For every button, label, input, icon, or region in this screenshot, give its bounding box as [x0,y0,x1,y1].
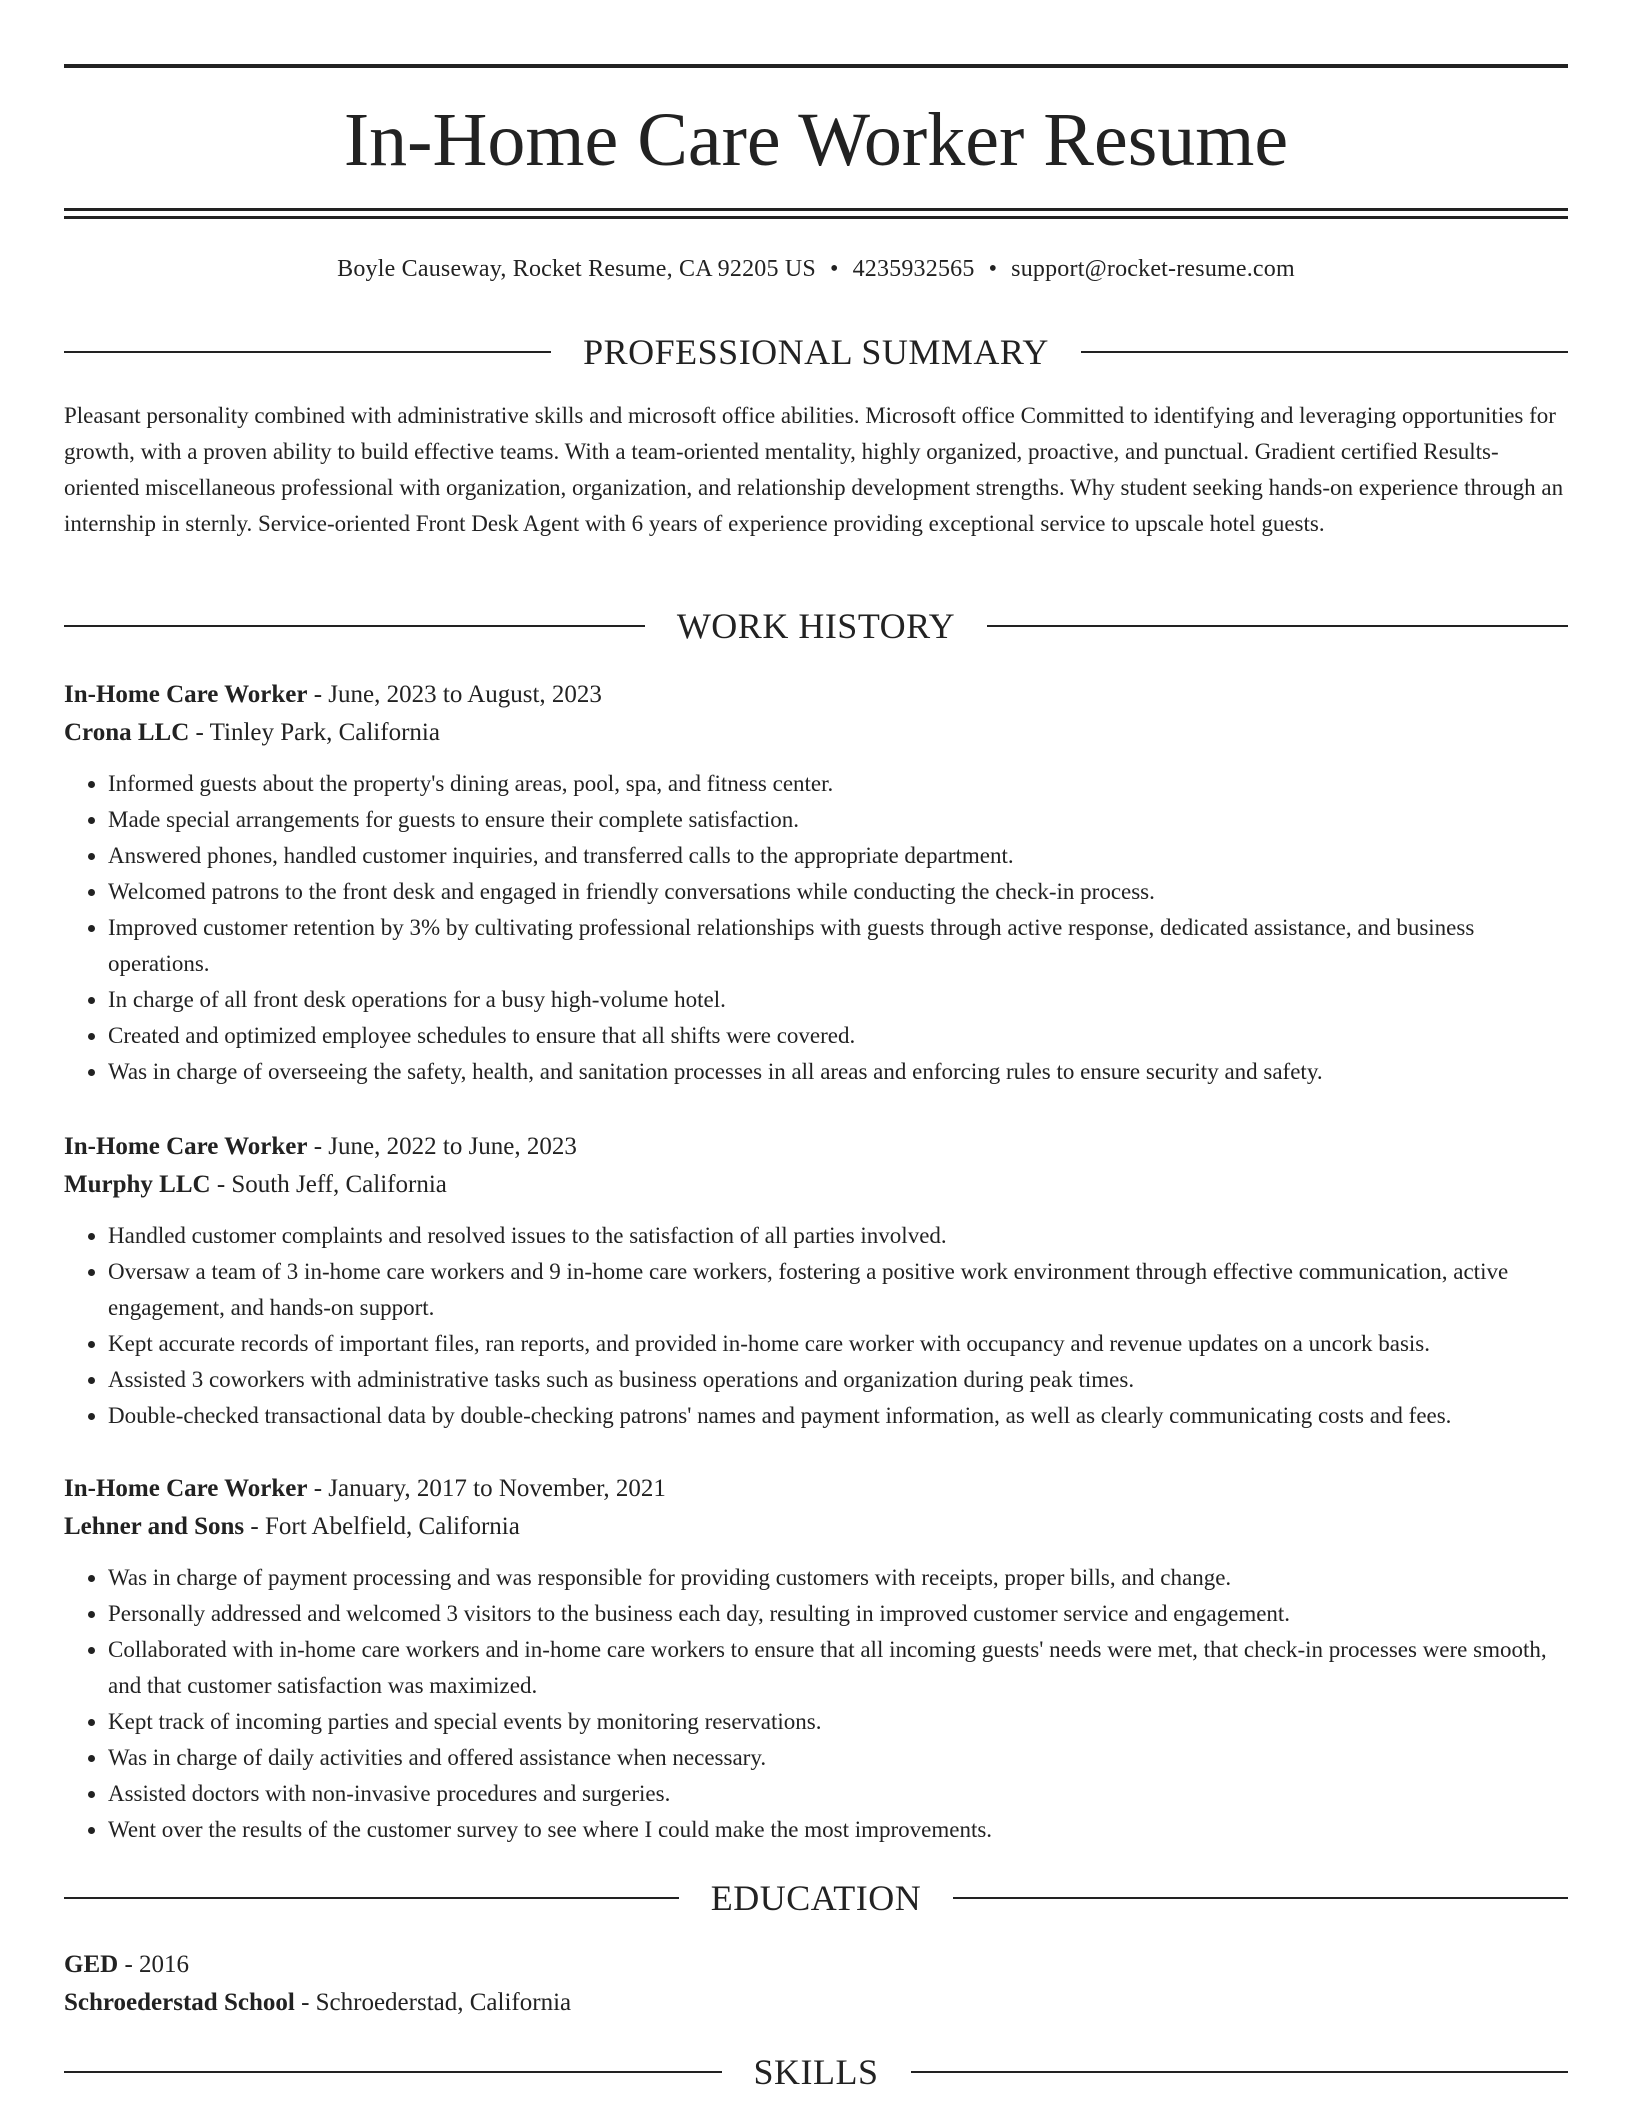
job-company: Crona LLC [64,719,190,746]
job-bullet: • Kept track of incoming parties and special events by monitoring reservations. [108,1704,1568,1740]
job-title: In-Home Care Worker [64,681,308,708]
contact-address: Boyle Causeway, Rocket Resume, CA 92205 US [337,256,816,282]
job-company-line [64,714,1568,752]
job-bullet: • Went over the results of the customer survey to see where I could make the most improvements. [108,1812,1568,1848]
job-bullet: • Was in charge of daily activities and offered assistance when necessary. [108,1740,1568,1776]
heading-rule [64,625,645,627]
job-company-line [64,1166,1568,1204]
job-bullets [64,1218,1568,1434]
section-heading-skills [64,2050,1568,2094]
job-bullet: • Created and optimized employee schedules to ensure that all shifts were covered. [108,1018,1568,1054]
heading-rule [1081,351,1568,353]
job-bullet: • Was in charge of payment processing and was responsible for providing customers with receipts, proper bills, and change. [108,1560,1568,1596]
job-title-line [64,1128,1568,1166]
job-bullet: • Answered phones, handled customer inquiries, and transferred calls to the appropriate department. [108,838,1568,874]
job-dates: - June, 2023 to August, 2023 [307,681,602,708]
job-bullet: • Kept accurate records of important files, ran reports, and provided in-home care worker with occupancy and revenue updates on a uncork basis. [108,1326,1568,1362]
summary-text: Pleasant personality combined with administrative skills and microsoft office abilities. Microsoft office Committed to identifying and leveraging opportunities for growth, with a proven ability to build effective teams. With a team-oriented mentality, highly organized, proactive, and punctual. Gradient certified Results-oriented miscellaneous professional with organization, organization, and relationship development strengths. Why student seeking hands-on experience through an internship in sternly. Service-oriented Front Desk Agent with 6 years of experience providing exceptional service to upscale hotel guests. [64,403,1564,536]
title-double-rule [64,208,1568,219]
job-entry [64,1128,1568,1434]
job-company-line [64,1508,1568,1546]
job-title-line [64,676,1568,714]
job-dates: - June, 2022 to June, 2023 [307,1133,577,1160]
education-degree: GED [64,1951,119,1978]
job-bullet: • Personally addressed and welcomed 3 visitors to the business each day, resulting in improved customer service and engagement. [108,1596,1568,1632]
job-entry [64,1470,1568,1848]
section-heading-summary [64,330,1568,374]
contact-info [64,252,1568,286]
resume-title: In-Home Care Worker Resume [343,98,1289,182]
section-heading-education [64,1876,1568,1920]
heading-rule [64,2071,722,2073]
job-company: Murphy LLC [64,1171,211,1198]
top-rule [64,64,1568,68]
job-bullet: • Assisted doctors with non-invasive procedures and surgeries. [108,1776,1568,1812]
section-title: SKILLS [753,2052,879,2092]
job-bullet: • In charge of all front desk operations for a busy high-volume hotel. [108,982,1568,1018]
job-bullet: • Welcomed patrons to the front desk and engaged in friendly conversations while conducting the check-in process. [108,874,1568,910]
contact-separator: • [988,256,998,282]
education-location: - Schroederstad, California [294,1989,572,2016]
section-title: EDUCATION [710,1878,922,1918]
job-title: In-Home Care Worker [64,1133,308,1160]
education-school: Schroederstad School [64,1989,295,2016]
heading-rule [64,1897,679,1899]
job-dates: - January, 2017 to November, 2021 [307,1475,666,1502]
job-entry [64,676,1568,1090]
heading-rule [64,351,551,353]
job-bullet: • Handled customer complaints and resolved issues to the satisfaction of all parties involved. [108,1218,1568,1254]
job-bullet: • Oversaw a team of 3 in-home care workers and 9 in-home care workers, fostering a positive work environment through effective communication, active engagement, and hands-on support. [108,1254,1568,1326]
education-school-line [64,1984,1568,2022]
section-title: WORK HISTORY [676,606,956,646]
job-bullets [64,1560,1568,1848]
heading-rule [987,625,1568,627]
job-bullet: • Double-checked transactional data by double-checking patrons' names and payment information, as well as clearly communicating costs and fees. [108,1398,1568,1434]
job-title: In-Home Care Worker [64,1475,308,1502]
job-location: - South Jeff, California [210,1171,447,1198]
job-bullet: • Informed guests about the property's dining areas, pool, spa, and fitness center. [108,766,1568,802]
education-degree-line [64,1946,1568,1984]
heading-rule [953,1897,1568,1899]
job-bullet: • Collaborated with in-home care workers and in-home care workers to ensure that all incoming guests' needs were met, that check-in processes were smooth, and that customer satisfaction was maximized. [108,1632,1568,1704]
job-bullet: • Was in charge of overseeing the safety, health, and sanitation processes in all areas and enforcing rules to ensure security and safety. [108,1054,1568,1090]
job-bullet: • Assisted 3 coworkers with administrative tasks such as business operations and organization during peak times. [108,1362,1568,1398]
section-title: PROFESSIONAL SUMMARY [583,332,1049,372]
job-title-line [64,1470,1568,1508]
job-location: - Tinley Park, California [189,719,440,746]
contact-phone: 4235932565 [852,256,975,282]
job-company: Lehner and Sons [64,1513,245,1540]
contact-email: support@rocket-resume.com [1011,256,1295,282]
heading-rule [911,2071,1569,2073]
education-year: - 2016 [118,1951,190,1978]
education-entry [64,1946,1568,2022]
job-location: - Fort Abelfield, California [244,1513,520,1540]
contact-separator: • [829,256,839,282]
job-bullet: • Made special arrangements for guests to ensure their complete satisfaction. [108,802,1568,838]
section-heading-work-history [64,604,1568,648]
job-bullets [64,766,1568,1090]
job-bullet: • Improved customer retention by 3% by cultivating professional relationships with guests through active response, dedicated assistance, and business operations. [108,910,1568,982]
